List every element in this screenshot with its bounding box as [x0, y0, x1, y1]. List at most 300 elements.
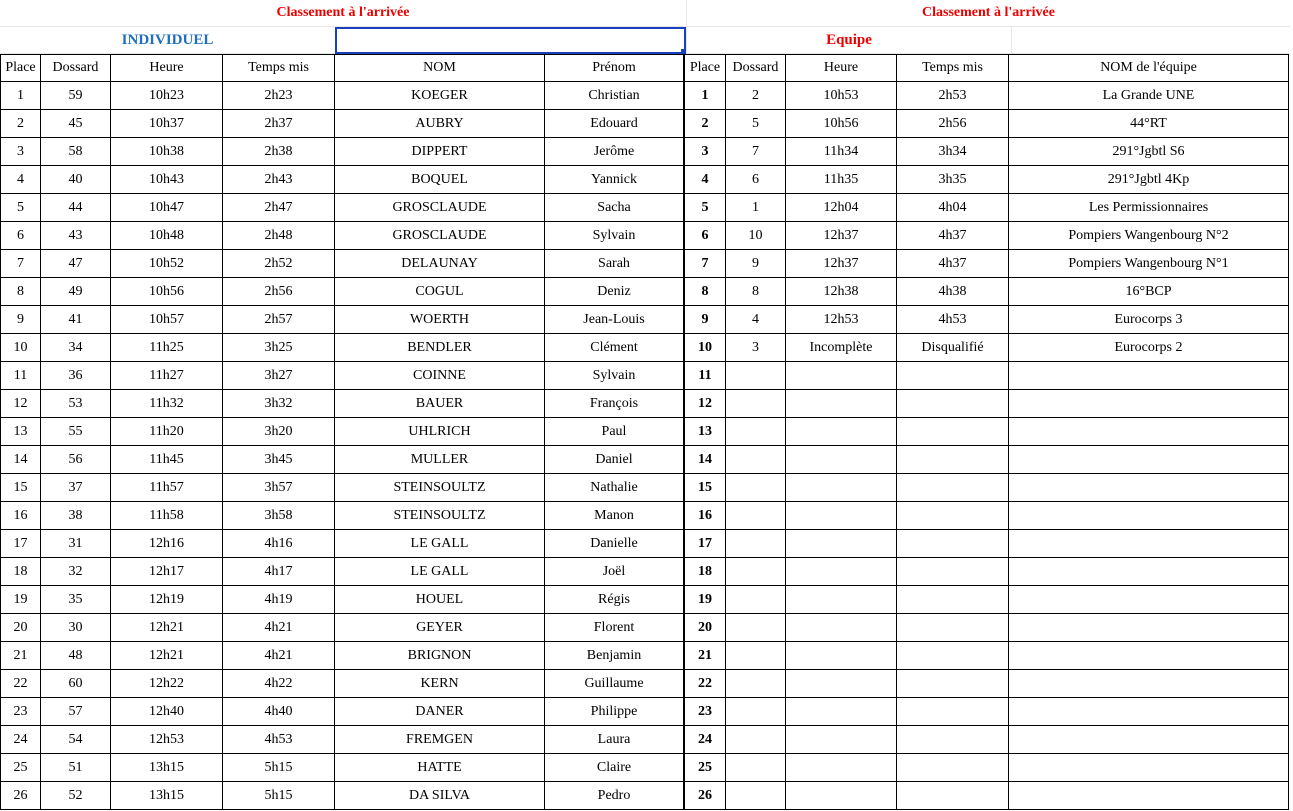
cell-nom[interactable]: HOUEL [335, 586, 545, 614]
cell-team-heure[interactable]: 12h04 [786, 194, 897, 222]
cell-team-dossard[interactable]: 2 [726, 82, 786, 110]
cell-prenom[interactable]: Edouard [545, 110, 685, 138]
cell-heure[interactable]: 11h20 [111, 418, 223, 446]
cell-team-nom[interactable] [1009, 390, 1289, 418]
cell-team-nom[interactable] [1009, 530, 1289, 558]
cell-team-heure[interactable] [786, 446, 897, 474]
cell-prenom[interactable]: Yannick [545, 166, 685, 194]
cell-dossard[interactable]: 41 [41, 306, 111, 334]
cell-place[interactable]: 16 [0, 502, 41, 530]
cell-team-dossard[interactable]: 4 [726, 306, 786, 334]
team-ranking-title[interactable]: Classement à l'arrivée [686, 0, 1290, 27]
cell-place[interactable]: 10 [0, 334, 41, 362]
cell-dossard[interactable]: 49 [41, 278, 111, 306]
header-prenom[interactable]: Prénom [545, 54, 685, 82]
cell-team-temps-mis[interactable] [897, 362, 1009, 390]
cell-team-nom[interactable]: Les Permissionnaires [1009, 194, 1289, 222]
cell-place[interactable]: 25 [0, 754, 41, 782]
cell-team-temps-mis[interactable] [897, 446, 1009, 474]
cell-heure[interactable]: 13h15 [111, 754, 223, 782]
cell-prenom[interactable]: Danielle [545, 530, 685, 558]
cell-team-dossard[interactable] [726, 754, 786, 782]
cell-nom[interactable]: MULLER [335, 446, 545, 474]
cell-heure[interactable]: 11h45 [111, 446, 223, 474]
cell-team-nom[interactable] [1009, 782, 1289, 810]
header-dossard[interactable]: Dossard [41, 54, 111, 82]
cell-dossard[interactable]: 38 [41, 502, 111, 530]
cell-dossard[interactable]: 36 [41, 362, 111, 390]
cell-team-dossard[interactable] [726, 502, 786, 530]
cell-team-temps-mis[interactable]: 4h04 [897, 194, 1009, 222]
cell-nom[interactable]: GROSCLAUDE [335, 194, 545, 222]
cell-place[interactable]: 6 [0, 222, 41, 250]
cell-team-dossard[interactable]: 5 [726, 110, 786, 138]
cell-heure[interactable]: 10h23 [111, 82, 223, 110]
cell-dossard[interactable]: 31 [41, 530, 111, 558]
cell-nom[interactable]: BENDLER [335, 334, 545, 362]
cell-team-heure[interactable] [786, 390, 897, 418]
header-temps-mis[interactable]: Temps mis [223, 54, 335, 82]
cell-team-dossard[interactable] [726, 446, 786, 474]
cell-prenom[interactable]: Manon [545, 502, 685, 530]
cell-heure[interactable]: 10h48 [111, 222, 223, 250]
cell-dossard[interactable]: 60 [41, 670, 111, 698]
cell-team-dossard[interactable] [726, 642, 786, 670]
cell-team-dossard[interactable]: 9 [726, 250, 786, 278]
cell-place[interactable]: 5 [0, 194, 41, 222]
cell-team-heure[interactable]: 12h37 [786, 250, 897, 278]
cell-temps-mis[interactable]: 3h58 [223, 502, 335, 530]
cell-team-place[interactable]: 15 [685, 474, 726, 502]
cell-team-place[interactable]: 26 [685, 782, 726, 810]
cell-team-heure[interactable]: 12h53 [786, 306, 897, 334]
cell-team-temps-mis[interactable] [897, 390, 1009, 418]
cell-prenom[interactable]: Régis [545, 586, 685, 614]
cell-place[interactable]: 13 [0, 418, 41, 446]
cell-prenom[interactable]: Sylvain [545, 222, 685, 250]
cell-team-heure[interactable]: 10h53 [786, 82, 897, 110]
cell-team-dossard[interactable] [726, 614, 786, 642]
cell-team-place[interactable]: 25 [685, 754, 726, 782]
header-team-nom[interactable]: NOM de l'équipe [1009, 54, 1289, 82]
cell-temps-mis[interactable]: 3h45 [223, 446, 335, 474]
cell-prenom[interactable]: Laura [545, 726, 685, 754]
cell-team-heure[interactable]: 11h35 [786, 166, 897, 194]
cell-temps-mis[interactable]: 3h32 [223, 390, 335, 418]
cell-prenom[interactable]: Sarah [545, 250, 685, 278]
cell-team-dossard[interactable] [726, 782, 786, 810]
cell-team-place[interactable]: 22 [685, 670, 726, 698]
cell-team-nom[interactable]: Pompiers Wangenbourg N°1 [1009, 250, 1289, 278]
cell-team-temps-mis[interactable] [897, 614, 1009, 642]
cell-team-place[interactable]: 6 [685, 222, 726, 250]
cell-team-heure[interactable] [786, 754, 897, 782]
cell-nom[interactable]: AUBRY [335, 110, 545, 138]
cell-heure[interactable]: 10h52 [111, 250, 223, 278]
cell-nom[interactable]: BAUER [335, 390, 545, 418]
cell-team-heure[interactable] [786, 530, 897, 558]
cell-team-dossard[interactable]: 3 [726, 334, 786, 362]
cell-temps-mis[interactable]: 5h15 [223, 782, 335, 810]
cell-team-temps-mis[interactable] [897, 502, 1009, 530]
cell-heure[interactable]: 10h57 [111, 306, 223, 334]
cell-team-temps-mis[interactable] [897, 530, 1009, 558]
cell-nom[interactable]: BOQUEL [335, 166, 545, 194]
cell-team-place[interactable]: 2 [685, 110, 726, 138]
cell-temps-mis[interactable]: 3h27 [223, 362, 335, 390]
cell-prenom[interactable]: Philippe [545, 698, 685, 726]
cell-team-place[interactable]: 14 [685, 446, 726, 474]
cell-dossard[interactable]: 51 [41, 754, 111, 782]
cell-team-place[interactable]: 18 [685, 558, 726, 586]
cell-team-temps-mis[interactable]: 2h53 [897, 82, 1009, 110]
cell-dossard[interactable]: 55 [41, 418, 111, 446]
cell-heure[interactable]: 12h21 [111, 614, 223, 642]
cell-team-temps-mis[interactable] [897, 698, 1009, 726]
cell-temps-mis[interactable]: 2h43 [223, 166, 335, 194]
cell-team-temps-mis[interactable]: Disqualifié [897, 334, 1009, 362]
cell-team-place[interactable]: 8 [685, 278, 726, 306]
cell-team-nom[interactable] [1009, 642, 1289, 670]
cell-nom[interactable]: GROSCLAUDE [335, 222, 545, 250]
cell-team-place[interactable]: 1 [685, 82, 726, 110]
header-team-place[interactable]: Place [685, 54, 726, 82]
cell-temps-mis[interactable]: 3h57 [223, 474, 335, 502]
cell-team-temps-mis[interactable] [897, 782, 1009, 810]
cell-team-dossard[interactable] [726, 362, 786, 390]
cell-place[interactable]: 15 [0, 474, 41, 502]
cell-nom[interactable]: LE GALL [335, 558, 545, 586]
cell-team-heure[interactable] [786, 362, 897, 390]
cell-team-place[interactable]: 9 [685, 306, 726, 334]
cell-temps-mis[interactable]: 4h19 [223, 586, 335, 614]
cell-team-nom[interactable] [1009, 698, 1289, 726]
cell-team-temps-mis[interactable]: 2h56 [897, 110, 1009, 138]
cell-heure[interactable]: 10h56 [111, 278, 223, 306]
cell-dossard[interactable]: 45 [41, 110, 111, 138]
cell-heure[interactable]: 12h22 [111, 670, 223, 698]
cell-place[interactable]: 20 [0, 614, 41, 642]
cell-team-heure[interactable] [786, 474, 897, 502]
cell-temps-mis[interactable]: 3h20 [223, 418, 335, 446]
cell-place[interactable]: 3 [0, 138, 41, 166]
cell-temps-mis[interactable]: 2h56 [223, 278, 335, 306]
cell-team-nom[interactable] [1009, 754, 1289, 782]
cell-prenom[interactable]: Christian [545, 82, 685, 110]
cell-dossard[interactable]: 52 [41, 782, 111, 810]
empty-cell[interactable] [1011, 27, 1290, 54]
cell-prenom[interactable]: Pedro [545, 782, 685, 810]
cell-prenom[interactable]: François [545, 390, 685, 418]
cell-team-temps-mis[interactable]: 4h37 [897, 222, 1009, 250]
cell-dossard[interactable]: 57 [41, 698, 111, 726]
cell-heure[interactable]: 11h57 [111, 474, 223, 502]
cell-nom[interactable]: STEINSOULTZ [335, 474, 545, 502]
cell-team-place[interactable]: 5 [685, 194, 726, 222]
cell-prenom[interactable]: Sacha [545, 194, 685, 222]
cell-place[interactable]: 7 [0, 250, 41, 278]
cell-team-nom[interactable] [1009, 474, 1289, 502]
cell-team-temps-mis[interactable]: 4h53 [897, 306, 1009, 334]
cell-place[interactable]: 4 [0, 166, 41, 194]
cell-temps-mis[interactable]: 4h17 [223, 558, 335, 586]
cell-team-temps-mis[interactable]: 4h38 [897, 278, 1009, 306]
cell-nom[interactable]: WOERTH [335, 306, 545, 334]
cell-nom[interactable]: HATTE [335, 754, 545, 782]
cell-team-place[interactable]: 23 [685, 698, 726, 726]
cell-team-dossard[interactable]: 10 [726, 222, 786, 250]
cell-place[interactable]: 8 [0, 278, 41, 306]
cell-temps-mis[interactable]: 2h57 [223, 306, 335, 334]
cell-heure[interactable]: 12h40 [111, 698, 223, 726]
cell-prenom[interactable]: Nathalie [545, 474, 685, 502]
cell-team-temps-mis[interactable] [897, 558, 1009, 586]
cell-prenom[interactable]: Deniz [545, 278, 685, 306]
cell-team-temps-mis[interactable] [897, 726, 1009, 754]
cell-team-heure[interactable]: Incomplète [786, 334, 897, 362]
cell-team-nom[interactable] [1009, 362, 1289, 390]
cell-team-temps-mis[interactable]: 4h37 [897, 250, 1009, 278]
cell-team-heure[interactable] [786, 418, 897, 446]
cell-heure[interactable]: 13h15 [111, 782, 223, 810]
cell-place[interactable]: 18 [0, 558, 41, 586]
cell-nom[interactable]: STEINSOULTZ [335, 502, 545, 530]
cell-team-heure[interactable] [786, 782, 897, 810]
cell-heure[interactable]: 10h43 [111, 166, 223, 194]
cell-team-nom[interactable] [1009, 726, 1289, 754]
cell-temps-mis[interactable]: 4h40 [223, 698, 335, 726]
cell-team-dossard[interactable]: 7 [726, 138, 786, 166]
cell-team-temps-mis[interactable] [897, 474, 1009, 502]
cell-heure[interactable]: 10h37 [111, 110, 223, 138]
cell-team-dossard[interactable] [726, 670, 786, 698]
cell-prenom[interactable]: Benjamin [545, 642, 685, 670]
cell-temps-mis[interactable]: 4h21 [223, 642, 335, 670]
cell-team-heure[interactable] [786, 670, 897, 698]
cell-team-place[interactable]: 3 [685, 138, 726, 166]
cell-team-nom[interactable]: 291°Jgbtl S6 [1009, 138, 1289, 166]
cell-dossard[interactable]: 43 [41, 222, 111, 250]
cell-heure[interactable]: 11h58 [111, 502, 223, 530]
cell-place[interactable]: 19 [0, 586, 41, 614]
cell-dossard[interactable]: 58 [41, 138, 111, 166]
cell-team-heure[interactable]: 12h38 [786, 278, 897, 306]
cell-team-dossard[interactable] [726, 558, 786, 586]
cell-place[interactable]: 9 [0, 306, 41, 334]
cell-team-heure[interactable] [786, 642, 897, 670]
cell-temps-mis[interactable]: 4h53 [223, 726, 335, 754]
cell-team-nom[interactable] [1009, 558, 1289, 586]
cell-team-place[interactable]: 13 [685, 418, 726, 446]
header-heure[interactable]: Heure [111, 54, 223, 82]
header-team-temps-mis[interactable]: Temps mis [897, 54, 1009, 82]
cell-team-place[interactable]: 20 [685, 614, 726, 642]
cell-team-dossard[interactable] [726, 418, 786, 446]
cell-team-temps-mis[interactable]: 3h35 [897, 166, 1009, 194]
cell-heure[interactable]: 12h21 [111, 642, 223, 670]
cell-team-nom[interactable]: Pompiers Wangenbourg N°2 [1009, 222, 1289, 250]
cell-nom[interactable]: KERN [335, 670, 545, 698]
cell-team-temps-mis[interactable] [897, 586, 1009, 614]
cell-team-nom[interactable]: Eurocorps 3 [1009, 306, 1289, 334]
cell-team-place[interactable]: 16 [685, 502, 726, 530]
cell-nom[interactable]: COGUL [335, 278, 545, 306]
cell-nom[interactable]: DELAUNAY [335, 250, 545, 278]
cell-dossard[interactable]: 56 [41, 446, 111, 474]
cell-team-heure[interactable]: 12h37 [786, 222, 897, 250]
cell-temps-mis[interactable]: 4h16 [223, 530, 335, 558]
cell-prenom[interactable]: Paul [545, 418, 685, 446]
cell-temps-mis[interactable]: 2h38 [223, 138, 335, 166]
cell-place[interactable]: 23 [0, 698, 41, 726]
cell-temps-mis[interactable]: 4h22 [223, 670, 335, 698]
cell-prenom[interactable]: Sylvain [545, 362, 685, 390]
cell-team-place[interactable]: 11 [685, 362, 726, 390]
cell-heure[interactable]: 11h32 [111, 390, 223, 418]
cell-prenom[interactable]: Claire [545, 754, 685, 782]
cell-place[interactable]: 12 [0, 390, 41, 418]
cell-dossard[interactable]: 30 [41, 614, 111, 642]
cell-nom[interactable]: UHLRICH [335, 418, 545, 446]
header-nom[interactable]: NOM [335, 54, 545, 82]
cell-heure[interactable]: 10h47 [111, 194, 223, 222]
cell-team-heure[interactable]: 10h56 [786, 110, 897, 138]
cell-team-nom[interactable] [1009, 670, 1289, 698]
cell-temps-mis[interactable]: 2h37 [223, 110, 335, 138]
cell-team-heure[interactable] [786, 558, 897, 586]
cell-dossard[interactable]: 59 [41, 82, 111, 110]
selected-cell[interactable] [335, 27, 686, 54]
cell-place[interactable]: 17 [0, 530, 41, 558]
cell-team-temps-mis[interactable] [897, 754, 1009, 782]
cell-team-dossard[interactable]: 6 [726, 166, 786, 194]
cell-heure[interactable]: 11h25 [111, 334, 223, 362]
cell-heure[interactable]: 12h19 [111, 586, 223, 614]
cell-place[interactable]: 1 [0, 82, 41, 110]
cell-temps-mis[interactable]: 2h48 [223, 222, 335, 250]
cell-team-temps-mis[interactable]: 3h34 [897, 138, 1009, 166]
cell-place[interactable]: 24 [0, 726, 41, 754]
cell-heure[interactable]: 10h38 [111, 138, 223, 166]
cell-dossard[interactable]: 53 [41, 390, 111, 418]
cell-nom[interactable]: DA SILVA [335, 782, 545, 810]
cell-team-nom[interactable]: 16°BCP [1009, 278, 1289, 306]
cell-team-nom[interactable]: Eurocorps 2 [1009, 334, 1289, 362]
cell-team-heure[interactable] [786, 726, 897, 754]
cell-team-dossard[interactable] [726, 530, 786, 558]
cell-team-temps-mis[interactable] [897, 418, 1009, 446]
cell-team-heure[interactable] [786, 614, 897, 642]
cell-place[interactable]: 26 [0, 782, 41, 810]
cell-temps-mis[interactable]: 4h21 [223, 614, 335, 642]
individuel-label[interactable]: INDIVIDUEL [0, 27, 335, 54]
cell-team-nom[interactable] [1009, 614, 1289, 642]
cell-heure[interactable]: 12h16 [111, 530, 223, 558]
cell-team-place[interactable]: 4 [685, 166, 726, 194]
cell-team-dossard[interactable] [726, 726, 786, 754]
cell-team-nom[interactable]: 291°Jgbtl 4Kp [1009, 166, 1289, 194]
header-team-heure[interactable]: Heure [786, 54, 897, 82]
cell-dossard[interactable]: 40 [41, 166, 111, 194]
cell-team-heure[interactable] [786, 586, 897, 614]
cell-prenom[interactable]: Guillaume [545, 670, 685, 698]
cell-nom[interactable]: LE GALL [335, 530, 545, 558]
cell-dossard[interactable]: 35 [41, 586, 111, 614]
cell-prenom[interactable]: Florent [545, 614, 685, 642]
cell-team-nom[interactable] [1009, 502, 1289, 530]
cell-heure[interactable]: 12h17 [111, 558, 223, 586]
cell-team-temps-mis[interactable] [897, 670, 1009, 698]
cell-nom[interactable]: BRIGNON [335, 642, 545, 670]
cell-team-place[interactable]: 7 [685, 250, 726, 278]
cell-nom[interactable]: DIPPERT [335, 138, 545, 166]
cell-dossard[interactable]: 44 [41, 194, 111, 222]
cell-team-nom[interactable] [1009, 418, 1289, 446]
cell-team-place[interactable]: 24 [685, 726, 726, 754]
header-place[interactable]: Place [0, 54, 41, 82]
cell-place[interactable]: 11 [0, 362, 41, 390]
cell-team-place[interactable]: 17 [685, 530, 726, 558]
cell-team-nom[interactable]: La Grande UNE [1009, 82, 1289, 110]
cell-place[interactable]: 22 [0, 670, 41, 698]
cell-place[interactable]: 21 [0, 642, 41, 670]
cell-place[interactable]: 2 [0, 110, 41, 138]
cell-place[interactable]: 14 [0, 446, 41, 474]
cell-team-temps-mis[interactable] [897, 642, 1009, 670]
cell-team-nom[interactable]: 44°RT [1009, 110, 1289, 138]
cell-team-nom[interactable] [1009, 446, 1289, 474]
cell-dossard[interactable]: 37 [41, 474, 111, 502]
cell-dossard[interactable]: 54 [41, 726, 111, 754]
cell-prenom[interactable]: Joël [545, 558, 685, 586]
cell-nom[interactable]: FREMGEN [335, 726, 545, 754]
header-team-dossard[interactable]: Dossard [726, 54, 786, 82]
cell-nom[interactable]: COINNE [335, 362, 545, 390]
cell-prenom[interactable]: Clément [545, 334, 685, 362]
cell-team-dossard[interactable] [726, 474, 786, 502]
cell-team-dossard[interactable] [726, 390, 786, 418]
cell-heure[interactable]: 12h53 [111, 726, 223, 754]
cell-prenom[interactable]: Jerôme [545, 138, 685, 166]
cell-team-heure[interactable]: 11h34 [786, 138, 897, 166]
cell-temps-mis[interactable]: 2h47 [223, 194, 335, 222]
cell-team-heure[interactable] [786, 698, 897, 726]
cell-heure[interactable]: 11h27 [111, 362, 223, 390]
cell-nom[interactable]: KOEGER [335, 82, 545, 110]
cell-dossard[interactable]: 47 [41, 250, 111, 278]
cell-dossard[interactable]: 48 [41, 642, 111, 670]
cell-prenom[interactable]: Jean-Louis [545, 306, 685, 334]
cell-team-place[interactable]: 21 [685, 642, 726, 670]
cell-team-place[interactable]: 10 [685, 334, 726, 362]
cell-dossard[interactable]: 34 [41, 334, 111, 362]
cell-dossard[interactable]: 32 [41, 558, 111, 586]
cell-team-dossard[interactable]: 1 [726, 194, 786, 222]
cell-temps-mis[interactable]: 2h52 [223, 250, 335, 278]
equipe-label[interactable]: Equipe [686, 27, 1011, 54]
cell-temps-mis[interactable]: 2h23 [223, 82, 335, 110]
cell-team-dossard[interactable]: 8 [726, 278, 786, 306]
cell-team-place[interactable]: 19 [685, 586, 726, 614]
cell-nom[interactable]: DANER [335, 698, 545, 726]
cell-temps-mis[interactable]: 5h15 [223, 754, 335, 782]
individual-ranking-title[interactable]: Classement à l'arrivée [0, 0, 686, 27]
cell-team-nom[interactable] [1009, 586, 1289, 614]
cell-team-dossard[interactable] [726, 586, 786, 614]
cell-team-place[interactable]: 12 [685, 390, 726, 418]
cell-team-heure[interactable] [786, 502, 897, 530]
cell-team-dossard[interactable] [726, 698, 786, 726]
